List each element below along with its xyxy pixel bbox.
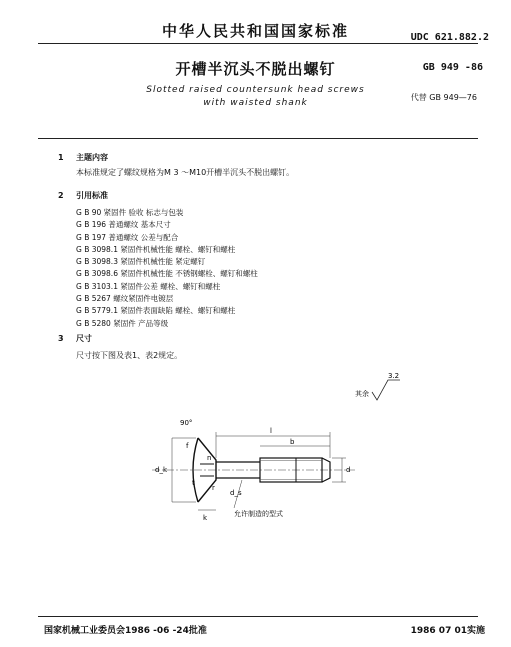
- thread-length-label: b: [290, 438, 295, 446]
- section-3-number: 3: [58, 334, 64, 343]
- head-diameter-label: d_k: [155, 466, 167, 474]
- reference-item: G B 197 普通螺纹 公差与配合: [76, 232, 179, 242]
- dimension-lines: [155, 419, 350, 522]
- slot-width-label: n: [207, 454, 212, 462]
- slot-depth-label: t: [192, 479, 195, 487]
- countersink-angle-label: 90°: [180, 419, 193, 427]
- roughness-label: 其余: [355, 390, 369, 398]
- shank-diameter-label: d_s: [230, 489, 242, 497]
- thread-diameter-label: d: [346, 466, 351, 474]
- effective-date: 1986 07 01实施: [410, 626, 485, 636]
- section-1-number: 1: [58, 153, 64, 162]
- section-1-body: 本标准规定了螺纹规格为M 3 ～M10开槽半沉头不脱出螺钉。: [76, 168, 295, 177]
- roughness-symbol: [355, 372, 400, 400]
- standard-title: 中华人民共和国国家标准: [161, 22, 349, 40]
- reference-item: G B 5280 紧固件 产品等级: [76, 318, 169, 328]
- roughness-value: 3.2: [388, 372, 400, 380]
- reference-item: G B 5779.1 紧固件表面缺陷 螺栓、螺钉和螺柱: [76, 306, 236, 316]
- reference-item: G B 3103.1 紧固件公差 螺栓、螺钉和螺柱: [76, 281, 221, 291]
- section-3-title: 尺寸: [76, 334, 92, 343]
- raised-height-label: f: [186, 442, 189, 450]
- reference-item: G B 90 紧固件 验收 标志与包装: [76, 208, 184, 217]
- footer-divider: [38, 616, 478, 617]
- length-label: l: [270, 427, 272, 435]
- document-title: 开槽半沉头不脱出螺钉: [175, 60, 336, 78]
- replaces-note: 代替 GB 949—76: [410, 93, 477, 102]
- reference-item: G B 3098.6 紧固件机械性能 不锈钢螺栓、螺钉和螺柱: [76, 269, 258, 279]
- udc-number: UDC 621.882.2: [410, 32, 489, 43]
- gb-number: GB 949 -86: [422, 62, 483, 73]
- reference-item: G B 196 普通螺纹 基本尺寸: [76, 220, 171, 230]
- screw-drawing: [150, 370, 410, 540]
- section-1-title: 主题内容: [76, 153, 108, 162]
- header-divider: [38, 43, 478, 44]
- section-3-body: 尺寸按下图及表1、表2规定。: [76, 351, 183, 360]
- reference-item: G B 3098.1 紧固件机械性能 螺栓、螺钉和螺柱: [76, 244, 236, 254]
- radius-label: r: [212, 484, 215, 492]
- section-2-number: 2: [58, 191, 64, 200]
- reference-item: G B 3098.3 紧固件机械性能 紧定螺钉: [76, 257, 206, 267]
- reference-item: G B 5267 螺纹紧固件电镀层: [76, 294, 174, 304]
- reference-list: [76, 207, 258, 330]
- english-title-line2: with waisted shank: [203, 98, 308, 108]
- alternative-form-note: 允许制造的型式: [234, 510, 283, 518]
- title-divider: [38, 138, 478, 139]
- head-height-label: k: [203, 514, 208, 522]
- approval-note: 国家机械工业委员会1986 -06 -24批准: [44, 626, 207, 636]
- english-title-line1: Slotted raised countersunk head screws: [146, 85, 365, 95]
- section-2-title: 引用标准: [76, 191, 108, 200]
